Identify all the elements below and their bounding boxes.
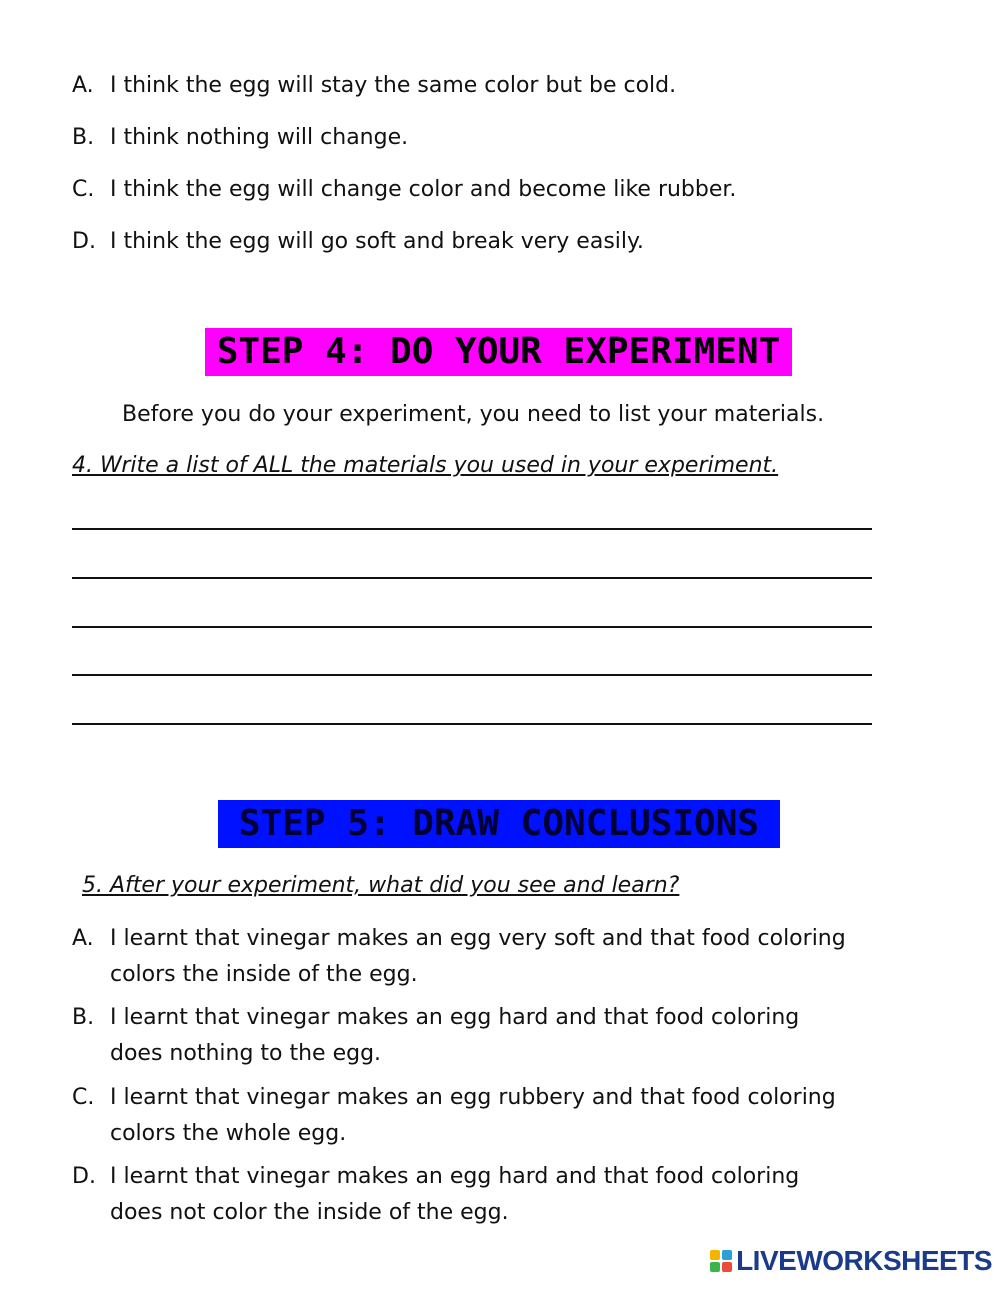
option-text: I think nothing will change.	[110, 125, 409, 150]
option-letter: C.	[72, 177, 95, 202]
option-d[interactable]	[72, 224, 644, 260]
option-c[interactable]	[72, 172, 736, 208]
conclusion-option-b[interactable]	[72, 1000, 799, 1072]
answer-line-3[interactable]	[72, 626, 872, 628]
option-text-continued: colors the whole egg.	[110, 1121, 347, 1146]
option-text: I learnt that vinegar makes an egg hard and that food coloring	[110, 1005, 800, 1030]
option-letter: B.	[72, 125, 95, 150]
option-letter: A.	[72, 73, 94, 98]
option-text: I think the egg will go soft and break very easily.	[110, 229, 644, 254]
option-text: I think the egg will change color and become like rubber.	[110, 177, 737, 202]
answer-line-5[interactable]	[72, 723, 872, 725]
liveworksheets-logo-icon	[710, 1250, 732, 1272]
logo-text: LIVEWORKSHEETS	[736, 1245, 992, 1276]
option-letter: A.	[72, 926, 94, 951]
step5-banner: STEP 5: DRAW CONCLUSIONS	[218, 800, 780, 848]
liveworksheets-logo[interactable]	[710, 1245, 992, 1277]
conclusion-option-c[interactable]	[72, 1080, 836, 1152]
option-text-continued: colors the inside of the egg.	[110, 962, 418, 987]
option-text: I learnt that vinegar makes an egg hard and that food coloring	[110, 1164, 800, 1189]
step4-intro: Before you do your experiment, you need to list your materials.	[122, 402, 825, 427]
option-text: I think the egg will stay the same color but be cold.	[110, 73, 677, 98]
option-text-continued: does not color the inside of the egg.	[110, 1200, 509, 1225]
conclusion-option-a[interactable]	[72, 921, 846, 993]
option-text-continued: does nothing to the egg.	[110, 1041, 382, 1066]
step4-question: 4. Write a list of ALL the materials you used in your experiment.	[72, 453, 779, 478]
step4-banner: STEP 4: DO YOUR EXPERIMENT	[205, 328, 792, 376]
answer-line-1[interactable]	[72, 528, 872, 530]
answer-line-4[interactable]	[72, 674, 872, 676]
conclusion-option-d[interactable]	[72, 1159, 799, 1231]
option-letter: D.	[72, 229, 96, 254]
option-letter: D.	[72, 1164, 96, 1189]
option-letter: B.	[72, 1005, 95, 1030]
option-b[interactable]	[72, 120, 408, 156]
option-text: I learnt that vinegar makes an egg very soft and that food coloring	[110, 926, 846, 951]
answer-line-2[interactable]	[72, 577, 872, 579]
option-a[interactable]	[72, 68, 676, 104]
option-text: I learnt that vinegar makes an egg rubbery and that food coloring	[110, 1085, 836, 1110]
option-letter: C.	[72, 1085, 95, 1110]
step5-question: 5. After your experiment, what did you see and learn?	[82, 873, 680, 898]
